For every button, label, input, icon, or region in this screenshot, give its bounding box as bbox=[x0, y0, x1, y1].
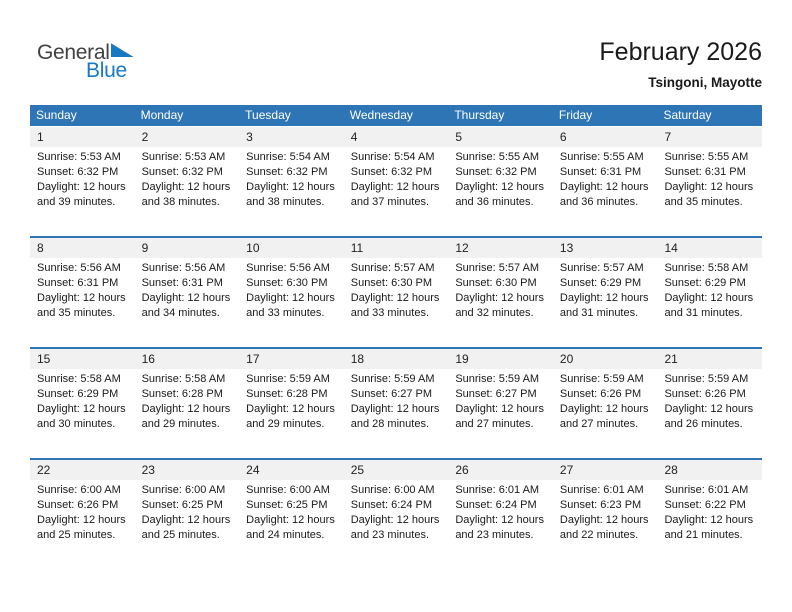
day-number: 2 bbox=[141, 130, 149, 144]
general-blue-logo bbox=[37, 42, 134, 81]
day-cell bbox=[448, 258, 553, 321]
day-number: 6 bbox=[559, 130, 567, 144]
sunset-text: Sunset: 6:27 PM bbox=[350, 388, 433, 400]
sunrise-text: Sunrise: 5:56 AM bbox=[246, 262, 330, 274]
daylight-minutes-text: and 28 minutes. bbox=[350, 418, 430, 430]
daylight-hours-text: Daylight: 12 hours bbox=[350, 181, 440, 193]
day-number: 26 bbox=[455, 463, 469, 477]
day-number: 16 bbox=[141, 352, 155, 366]
logo-text-general: General bbox=[37, 41, 110, 64]
daylight-minutes-text: and 25 minutes. bbox=[141, 529, 220, 541]
weekday-header-sunday: Sunday bbox=[36, 108, 77, 122]
day-cell bbox=[30, 147, 135, 210]
daylight-hours-text: Daylight: 12 hours bbox=[455, 403, 544, 415]
sunset-text: Sunset: 6:28 PM bbox=[246, 388, 328, 400]
sunrise-text: Sunrise: 5:53 AM bbox=[37, 151, 121, 163]
day-cell bbox=[657, 258, 762, 321]
day-number: 25 bbox=[350, 463, 365, 477]
sunset-text: Sunset: 6:32 PM bbox=[455, 166, 537, 178]
day-cell bbox=[344, 147, 449, 210]
daylight-hours-text: Daylight: 12 hours bbox=[350, 514, 440, 526]
page-title: February 2026 bbox=[599, 38, 762, 66]
week-row bbox=[30, 458, 762, 569]
day-cell bbox=[239, 480, 344, 543]
daylight-hours-text: Daylight: 12 hours bbox=[37, 292, 126, 304]
week-content-row bbox=[30, 147, 762, 210]
day-number: 9 bbox=[141, 241, 149, 255]
sunset-text: Sunset: 6:32 PM bbox=[141, 166, 223, 178]
sunrise-text: Sunrise: 5:57 AM bbox=[350, 262, 435, 274]
day-cell bbox=[448, 369, 553, 432]
daylight-minutes-text: and 30 minutes. bbox=[37, 418, 116, 430]
sunrise-text: Sunrise: 5:56 AM bbox=[141, 262, 226, 274]
location-subtitle: Tsingoni, Mayotte bbox=[648, 75, 762, 90]
day-number-band bbox=[30, 238, 762, 258]
day-number: 11 bbox=[350, 241, 364, 255]
weekday-header-tuesday: Tuesday bbox=[245, 108, 291, 122]
daylight-hours-text: Daylight: 12 hours bbox=[664, 292, 754, 304]
daylight-minutes-text: and 25 minutes. bbox=[37, 529, 116, 541]
daylight-minutes-text: and 29 minutes. bbox=[246, 418, 325, 430]
day-number: 7 bbox=[664, 130, 672, 144]
daylight-minutes-text: and 38 minutes. bbox=[141, 196, 220, 208]
daylight-hours-text: Daylight: 12 hours bbox=[246, 292, 335, 304]
daylight-hours-text: Daylight: 12 hours bbox=[37, 181, 126, 193]
logo-text-blue: Blue bbox=[86, 59, 127, 82]
daylight-hours-text: Daylight: 12 hours bbox=[246, 181, 335, 193]
weekday-header-wednesday: Wednesday bbox=[349, 108, 413, 122]
week-row bbox=[30, 236, 762, 347]
daylight-hours-text: Daylight: 12 hours bbox=[664, 514, 754, 526]
sunset-text: Sunset: 6:26 PM bbox=[37, 499, 119, 511]
day-number-band bbox=[30, 349, 762, 369]
daylight-minutes-text: and 34 minutes. bbox=[141, 307, 220, 319]
sunset-text: Sunset: 6:31 PM bbox=[37, 277, 119, 289]
day-cell bbox=[657, 369, 762, 432]
day-cell bbox=[135, 369, 240, 432]
day-cell bbox=[553, 147, 658, 210]
day-number: 22 bbox=[37, 463, 51, 477]
sunset-text: Sunset: 6:32 PM bbox=[350, 166, 433, 178]
day-number-band bbox=[30, 460, 762, 480]
day-cell bbox=[657, 147, 762, 210]
day-number: 13 bbox=[559, 241, 574, 255]
sunrise-text: Sunrise: 5:53 AM bbox=[141, 151, 226, 163]
day-number: 10 bbox=[246, 241, 260, 255]
sunset-text: Sunset: 6:26 PM bbox=[664, 388, 746, 400]
daylight-minutes-text: and 23 minutes. bbox=[455, 529, 534, 541]
day-cell bbox=[135, 480, 240, 543]
blue-flag-triangle-icon bbox=[111, 43, 134, 57]
sunset-text: Sunset: 6:32 PM bbox=[246, 166, 328, 178]
sunrise-text: Sunrise: 6:00 AM bbox=[246, 484, 330, 496]
day-cell bbox=[135, 258, 240, 321]
sunset-text: Sunset: 6:28 PM bbox=[141, 388, 223, 400]
daylight-hours-text: Daylight: 12 hours bbox=[350, 403, 440, 415]
sunset-text: Sunset: 6:22 PM bbox=[664, 499, 746, 511]
sunrise-text: Sunrise: 5:56 AM bbox=[37, 262, 121, 274]
daylight-minutes-text: and 27 minutes. bbox=[455, 418, 534, 430]
sunrise-text: Sunrise: 5:59 AM bbox=[246, 373, 330, 385]
day-cell bbox=[448, 480, 553, 543]
sunset-text: Sunset: 6:31 PM bbox=[141, 277, 223, 289]
day-cell bbox=[239, 147, 344, 210]
week-content-row bbox=[30, 480, 762, 543]
day-number-band bbox=[30, 127, 762, 147]
sunset-text: Sunset: 6:32 PM bbox=[37, 166, 119, 178]
daylight-minutes-text: and 23 minutes. bbox=[350, 529, 430, 541]
week-row bbox=[30, 347, 762, 458]
daylight-hours-text: Daylight: 12 hours bbox=[141, 292, 231, 304]
day-number: 17 bbox=[246, 352, 260, 366]
daylight-minutes-text: and 32 minutes. bbox=[455, 307, 534, 319]
day-number: 1 bbox=[37, 130, 44, 144]
weeks-container bbox=[30, 127, 762, 569]
daylight-hours-text: Daylight: 12 hours bbox=[141, 403, 231, 415]
day-number: 8 bbox=[37, 241, 44, 255]
sunset-text: Sunset: 6:31 PM bbox=[664, 166, 746, 178]
sunrise-text: Sunrise: 5:59 AM bbox=[350, 373, 435, 385]
daylight-hours-text: Daylight: 12 hours bbox=[559, 514, 649, 526]
daylight-hours-text: Daylight: 12 hours bbox=[37, 403, 126, 415]
daylight-minutes-text: and 27 minutes. bbox=[559, 418, 639, 430]
sunset-text: Sunset: 6:29 PM bbox=[664, 277, 746, 289]
day-number: 23 bbox=[141, 463, 155, 477]
sunrise-text: Sunrise: 6:00 AM bbox=[141, 484, 226, 496]
day-number: 14 bbox=[664, 241, 678, 255]
week-content-row bbox=[30, 258, 762, 321]
day-cell bbox=[344, 258, 449, 321]
weekday-header-saturday: Saturday bbox=[663, 108, 712, 122]
sunset-text: Sunset: 6:25 PM bbox=[246, 499, 328, 511]
sunrise-text: Sunrise: 6:00 AM bbox=[350, 484, 435, 496]
day-number: 20 bbox=[559, 352, 574, 366]
sunrise-text: Sunrise: 5:59 AM bbox=[664, 373, 749, 385]
day-number: 12 bbox=[455, 241, 469, 255]
day-cell bbox=[30, 369, 135, 432]
daylight-minutes-text: and 24 minutes. bbox=[246, 529, 325, 541]
sunrise-text: Sunrise: 5:58 AM bbox=[141, 373, 226, 385]
daylight-hours-text: Daylight: 12 hours bbox=[141, 514, 231, 526]
day-number: 3 bbox=[246, 130, 253, 144]
sunset-text: Sunset: 6:29 PM bbox=[37, 388, 119, 400]
sunset-text: Sunset: 6:30 PM bbox=[455, 277, 537, 289]
daylight-hours-text: Daylight: 12 hours bbox=[559, 403, 649, 415]
daylight-minutes-text: and 33 minutes. bbox=[246, 307, 325, 319]
day-cell bbox=[448, 147, 553, 210]
daylight-minutes-text: and 35 minutes. bbox=[664, 196, 743, 208]
sunrise-text: Sunrise: 5:55 AM bbox=[455, 151, 540, 163]
sunrise-text: Sunrise: 5:58 AM bbox=[664, 262, 749, 274]
sunset-text: Sunset: 6:24 PM bbox=[350, 499, 433, 511]
sunset-text: Sunset: 6:26 PM bbox=[559, 388, 642, 400]
daylight-minutes-text: and 31 minutes. bbox=[664, 307, 743, 319]
sunrise-text: Sunrise: 5:58 AM bbox=[37, 373, 121, 385]
weekday-header-row bbox=[30, 105, 762, 126]
day-number: 15 bbox=[37, 352, 51, 366]
day-number: 19 bbox=[455, 352, 469, 366]
sunrise-text: Sunrise: 5:55 AM bbox=[664, 151, 749, 163]
weekday-header-monday: Monday bbox=[140, 108, 184, 122]
day-number: 5 bbox=[455, 130, 462, 144]
daylight-hours-text: Daylight: 12 hours bbox=[664, 181, 754, 193]
day-cell bbox=[553, 369, 658, 432]
daylight-minutes-text: and 21 minutes. bbox=[664, 529, 743, 541]
day-number: 4 bbox=[350, 130, 358, 144]
daylight-minutes-text: and 36 minutes. bbox=[559, 196, 639, 208]
weekday-header-friday: Friday bbox=[558, 108, 593, 122]
daylight-hours-text: Daylight: 12 hours bbox=[246, 403, 335, 415]
sunrise-text: Sunrise: 5:57 AM bbox=[559, 262, 644, 274]
daylight-minutes-text: and 29 minutes. bbox=[141, 418, 220, 430]
daylight-minutes-text: and 22 minutes. bbox=[559, 529, 639, 541]
day-cell bbox=[657, 480, 762, 543]
sunset-text: Sunset: 6:23 PM bbox=[559, 499, 642, 511]
daylight-minutes-text: and 36 minutes. bbox=[455, 196, 534, 208]
daylight-minutes-text: and 38 minutes. bbox=[246, 196, 325, 208]
sunset-text: Sunset: 6:27 PM bbox=[455, 388, 537, 400]
weekday-header-thursday: Thursday bbox=[454, 108, 505, 122]
daylight-minutes-text: and 26 minutes. bbox=[664, 418, 743, 430]
day-cell bbox=[30, 480, 135, 543]
daylight-hours-text: Daylight: 12 hours bbox=[455, 181, 544, 193]
sunset-text: Sunset: 6:31 PM bbox=[559, 166, 642, 178]
daylight-hours-text: Daylight: 12 hours bbox=[559, 292, 649, 304]
daylight-hours-text: Daylight: 12 hours bbox=[141, 181, 231, 193]
sunset-text: Sunset: 6:30 PM bbox=[350, 277, 433, 289]
sunrise-text: Sunrise: 6:00 AM bbox=[37, 484, 121, 496]
day-cell bbox=[239, 258, 344, 321]
day-cell bbox=[30, 258, 135, 321]
daylight-hours-text: Daylight: 12 hours bbox=[559, 181, 649, 193]
day-number: 18 bbox=[350, 352, 365, 366]
daylight-minutes-text: and 37 minutes. bbox=[350, 196, 430, 208]
day-number: 28 bbox=[664, 463, 678, 477]
sunset-text: Sunset: 6:25 PM bbox=[141, 499, 223, 511]
daylight-minutes-text: and 39 minutes. bbox=[37, 196, 116, 208]
day-number: 24 bbox=[246, 463, 260, 477]
daylight-minutes-text: and 33 minutes. bbox=[350, 307, 430, 319]
calendar-grid bbox=[30, 105, 762, 569]
daylight-hours-text: Daylight: 12 hours bbox=[455, 292, 544, 304]
sunrise-text: Sunrise: 6:01 AM bbox=[559, 484, 644, 496]
sunrise-text: Sunrise: 6:01 AM bbox=[664, 484, 749, 496]
header-title-block bbox=[599, 38, 762, 90]
sunrise-text: Sunrise: 5:55 AM bbox=[559, 151, 644, 163]
daylight-minutes-text: and 31 minutes. bbox=[559, 307, 639, 319]
day-number: 27 bbox=[559, 463, 574, 477]
day-cell bbox=[135, 147, 240, 210]
daylight-hours-text: Daylight: 12 hours bbox=[455, 514, 544, 526]
sunset-text: Sunset: 6:30 PM bbox=[246, 277, 328, 289]
sunrise-text: Sunrise: 5:57 AM bbox=[455, 262, 540, 274]
sunrise-text: Sunrise: 5:54 AM bbox=[350, 151, 435, 163]
day-cell bbox=[344, 480, 449, 543]
daylight-hours-text: Daylight: 12 hours bbox=[664, 403, 754, 415]
sunset-text: Sunset: 6:24 PM bbox=[455, 499, 537, 511]
day-cell bbox=[553, 258, 658, 321]
daylight-hours-text: Daylight: 12 hours bbox=[350, 292, 440, 304]
day-cell bbox=[239, 369, 344, 432]
daylight-hours-text: Daylight: 12 hours bbox=[37, 514, 126, 526]
daylight-hours-text: Daylight: 12 hours bbox=[246, 514, 335, 526]
week-content-row bbox=[30, 369, 762, 432]
day-cell bbox=[553, 480, 658, 543]
sunrise-text: Sunrise: 6:01 AM bbox=[455, 484, 540, 496]
sunset-text: Sunset: 6:29 PM bbox=[559, 277, 642, 289]
daylight-minutes-text: and 35 minutes. bbox=[37, 307, 116, 319]
week-row bbox=[30, 127, 762, 236]
day-cell bbox=[344, 369, 449, 432]
sunrise-text: Sunrise: 5:54 AM bbox=[246, 151, 330, 163]
day-number: 21 bbox=[664, 352, 678, 366]
sunrise-text: Sunrise: 5:59 AM bbox=[559, 373, 644, 385]
sunrise-text: Sunrise: 5:59 AM bbox=[455, 373, 540, 385]
